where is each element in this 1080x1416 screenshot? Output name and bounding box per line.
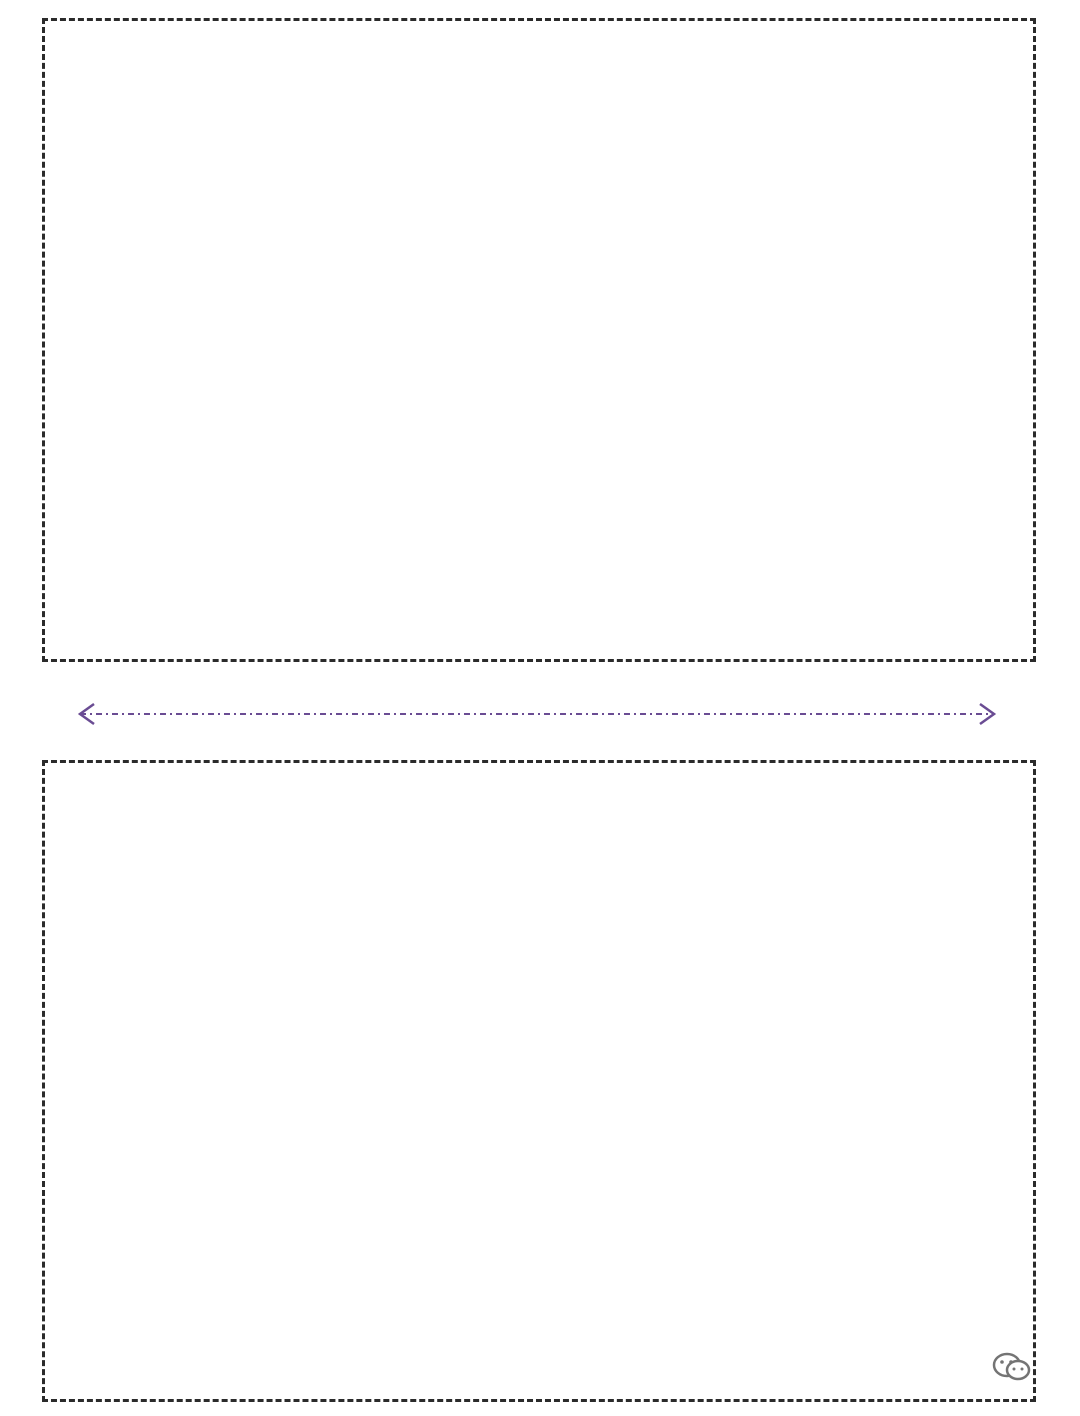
wechat-icon (992, 1352, 1032, 1382)
memorize-table (42, 18, 1036, 662)
divider-double-arrow (72, 700, 1002, 728)
dictation-table (42, 760, 1036, 1402)
watermark (992, 1352, 1040, 1382)
